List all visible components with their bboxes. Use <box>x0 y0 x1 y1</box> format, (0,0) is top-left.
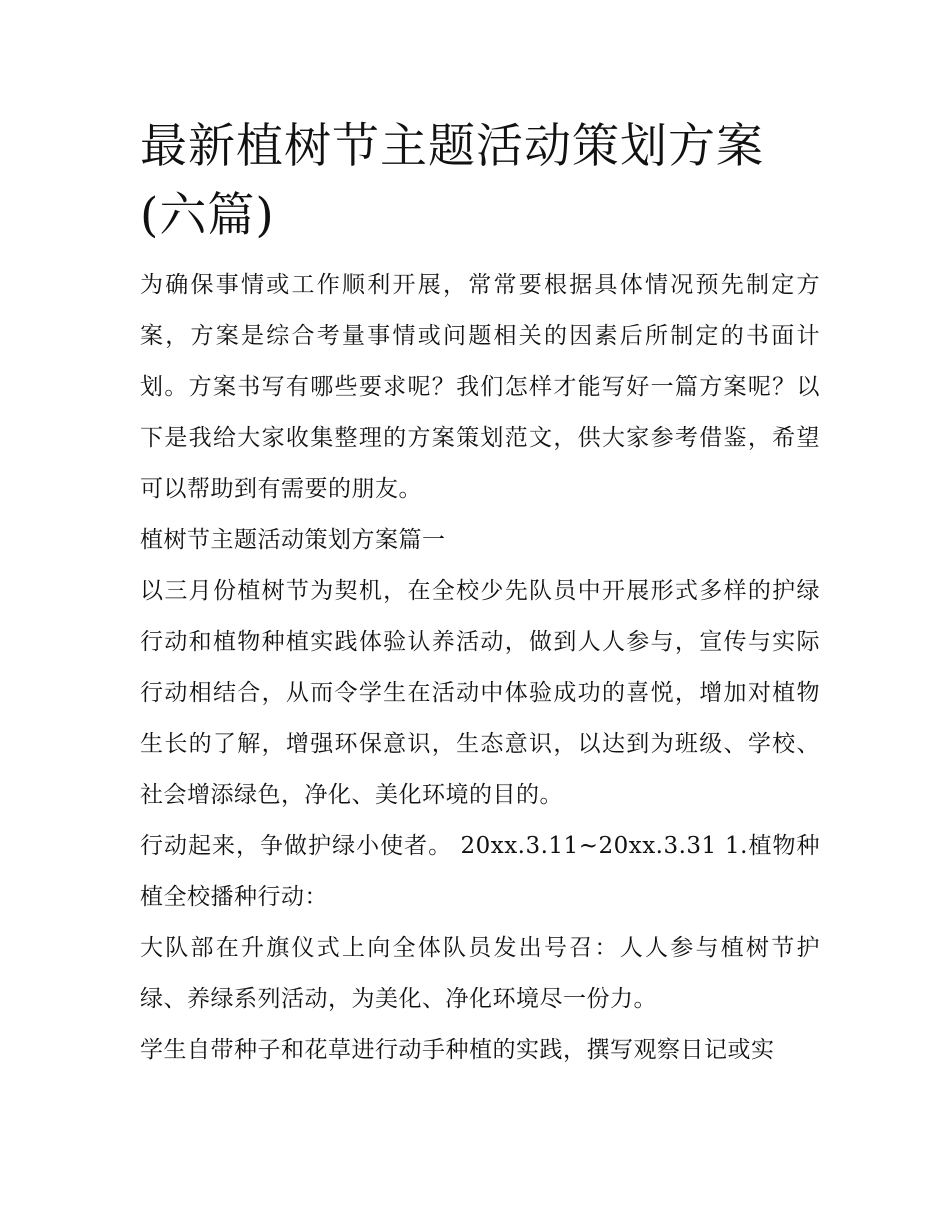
body-paragraph: 以三月份植树节为契机，在全校少先队员中开展形式多样的护绿行动和植物种植实践体验认养活动，做到人人参与，宣传与实际行动相结合，从而令学生在活动中体验成功的喜悦，增加对植物生长的了解，增强环保意识，生态意识，以达到为班级、学校、社会增添绿色，净化、美化环境的目的。 <box>140 578 820 808</box>
body-paragraph: 学生自带种子和花草进行动手种植的实践，撰写观察日记或实 <box>140 1037 775 1063</box>
document-title: 最新植树节主题活动策划方案(六篇) <box>140 119 764 243</box>
section-heading: 植树节主题活动策划方案篇一 <box>140 527 446 553</box>
body-paragraph: 大队部在升旗仪式上向全体队员发出号召：人人参与植树节护绿、养绿系列活动，为美化、净化环境尽一份力。 <box>140 935 820 1012</box>
body-paragraph: 行动起来，争做护绿小使者。 20xx.3.11~20xx.3.31 1.植物种植全校播种行动： <box>140 833 820 910</box>
intro-paragraph: 为确保事情或工作顺利开展，常常要根据具体情况预先制定方案，方案是综合考量事情或问题相关的因素后所制定的书面计划。方案书写有哪些要求呢？我们怎样才能写好一篇方案呢？以下是我给大家收集整理的方案策划范文，供大家参考借鉴，希望可以帮助到有需要的朋友。 <box>140 272 820 502</box>
document-page <box>140 112 820 1076</box>
